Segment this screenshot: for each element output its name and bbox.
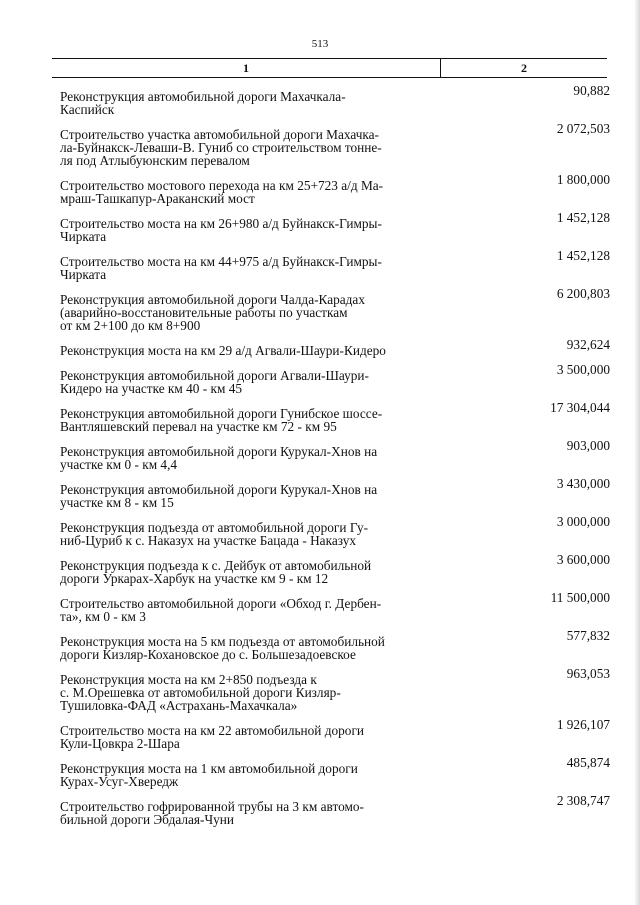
table-row <box>60 755 610 789</box>
row-description: Строительство автомобильной дороги «Обход г. Дербен- та», км 0 - км 3 <box>60 596 382 624</box>
table-row <box>60 514 610 548</box>
row-description: Реконструкция автомобильной дороги Чалда-Карадах (аварийно-восстановительные работы по участкам от км 2+100 до км 8+900 <box>60 292 365 333</box>
table-body <box>60 83 610 838</box>
row-value: 932,624 <box>566 337 610 352</box>
row-description: Строительство гофрированной трубы на 3 км автомо- бильной дороги Эбдалая-Чуни <box>60 799 364 827</box>
row-description: Строительство моста на км 26+980 а/д Буйнакск-Гимры- Чирката <box>60 216 382 244</box>
table-row <box>60 121 610 168</box>
row-description: Реконструкция моста на 5 км подъезда от автомобильной дороги Кизляр-Кохановское до с. Большезадоевское <box>60 634 385 662</box>
row-value: 1 926,107 <box>556 717 610 732</box>
table-row <box>60 286 610 333</box>
page-number: 513 <box>311 38 329 50</box>
row-value: 1 452,128 <box>556 210 610 225</box>
row-value: 2 308,747 <box>556 793 610 808</box>
table-row <box>60 172 610 206</box>
row-description: Реконструкция автомобильной дороги Агвали-Шаури- Кидеро на участке км 40 - км 45 <box>60 368 369 396</box>
row-description: Реконструкция моста на 1 км автомобильной дороги Курах-Усуг-Хвередж <box>60 761 358 789</box>
row-description: Реконструкция автомобильной дороги Гунибское шоссе- Вантляшевский перевал на участке км 72 - км 95 <box>60 406 383 434</box>
table-row <box>60 717 610 751</box>
row-value: 963,053 <box>566 666 610 681</box>
row-value: 11 500,000 <box>550 590 610 605</box>
row-description: Строительство участка автомобильной дороги Махачка- ла-Буйнакск-Леваши-В. Гуниб со строительством тонне- ля под Атлыбуюнским перевалом <box>60 127 382 168</box>
table-row <box>60 362 610 396</box>
table-row <box>60 337 610 358</box>
table-row <box>60 248 610 282</box>
table-row <box>60 666 610 713</box>
row-value: 90,882 <box>573 83 610 98</box>
table-row <box>60 590 610 624</box>
row-description: Строительство моста на км 44+975 а/д Буйнакск-Гимры- Чирката <box>60 254 382 282</box>
row-value: 3 000,000 <box>556 514 610 529</box>
row-description: Реконструкция подъезда от автомобильной дороги Гу- ниб-Цуриб к с. Наказух на участке Бацада - Наказух <box>60 520 369 548</box>
table-row <box>60 400 610 434</box>
row-description: Реконструкция подъезда к с. Дейбук от автомобильной дороги Уркарах-Харбук на участке км 9 - км 12 <box>60 558 372 586</box>
row-description: Строительство моста на км 22 автомобильной дороги Кули-Цовкра 2-Шара <box>60 723 365 751</box>
row-value: 2 072,503 <box>556 121 610 136</box>
row-value: 6 200,803 <box>556 286 610 301</box>
row-value: 17 304,044 <box>550 400 610 415</box>
table-row <box>60 628 610 662</box>
table-row <box>60 552 610 586</box>
row-value: 485,874 <box>566 755 610 770</box>
scan-edge-shadow <box>634 0 640 905</box>
row-value: 3 600,000 <box>556 552 610 567</box>
row-description: Реконструкция моста на км 29 а/д Агвали-Шаури-Кидеро <box>60 343 386 358</box>
table-row <box>60 210 610 244</box>
column-header-2: 2 <box>521 61 527 75</box>
row-value: 1 452,128 <box>556 248 610 263</box>
table-row <box>60 793 610 827</box>
table-row <box>60 83 610 117</box>
row-description: Строительство мостового перехода на км 25+723 а/д Ма- мраш-Ташкапур-Араканский мост <box>60 178 384 206</box>
row-description: Реконструкция автомобильной дороги Курукал-Хнов на участке км 0 - км 4,4 <box>60 444 378 472</box>
row-value: 577,832 <box>566 628 610 643</box>
table-row <box>60 438 610 472</box>
row-description: Реконструкция автомобильной дороги Курукал-Хнов на участке км 8 - км 15 <box>60 482 378 510</box>
row-description: Реконструкция автомобильной дороги Махачкала- Каспийск <box>60 89 346 117</box>
column-header-1: 1 <box>52 59 441 77</box>
row-value: 3 430,000 <box>556 476 610 491</box>
table-row <box>60 476 610 510</box>
row-description: Реконструкция моста на км 2+850 подъезда к с. М.Орешевка от автомобильной дороги Кизляр- Тушиловка-ФАД «Астрахань-Махачкала» <box>60 672 341 713</box>
table-header <box>52 58 607 78</box>
row-value: 3 500,000 <box>556 362 610 377</box>
row-value: 903,000 <box>566 438 610 453</box>
row-value: 1 800,000 <box>556 172 610 187</box>
